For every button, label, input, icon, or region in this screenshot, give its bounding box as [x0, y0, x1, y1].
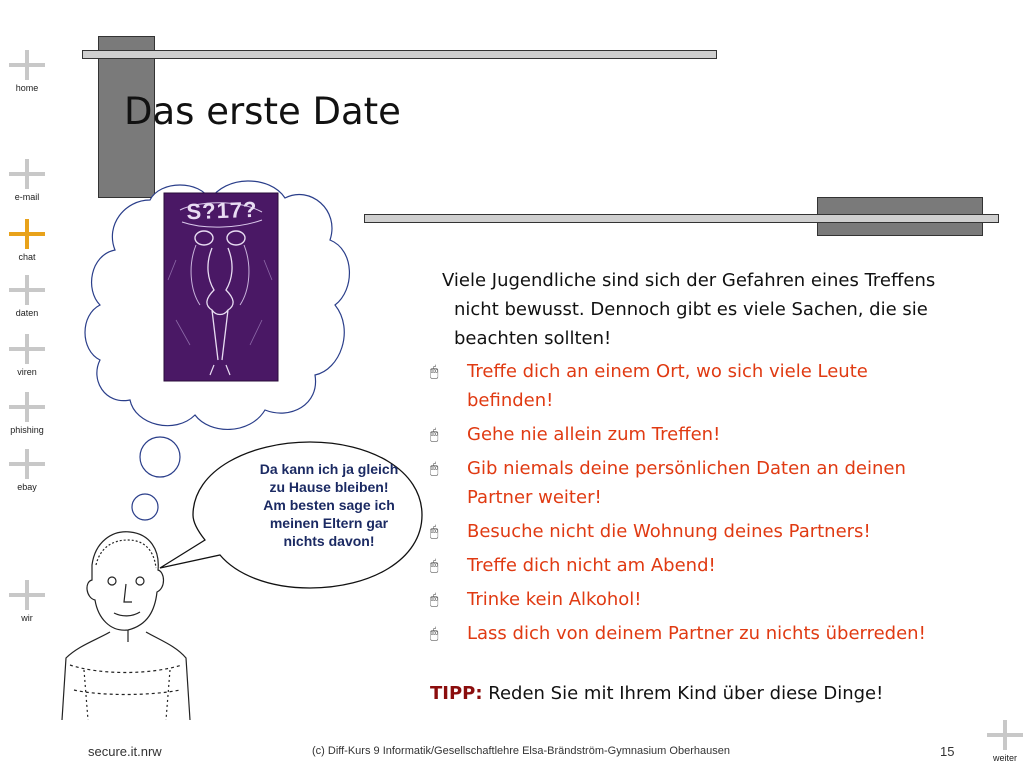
- nav-label: e-mail: [14, 192, 40, 202]
- page-number: 15: [940, 744, 955, 759]
- poster-lettering: S?17?: [186, 196, 258, 225]
- mouse-icon: 🖱: [430, 558, 439, 574]
- speech-line: Da kann ich ja gleich: [259, 461, 399, 477]
- nav-label: daten: [15, 308, 39, 318]
- tips-list: [430, 357, 1005, 648]
- mouse-icon: 🖱: [430, 626, 439, 642]
- top-rule-bar: [82, 50, 717, 59]
- tip-text: Besuche nicht die Wohnung deines Partners!: [467, 521, 871, 542]
- tip-text: Lass dich von deinem Partner zu nichts überreden!: [467, 623, 926, 644]
- next-label: weiter: [992, 753, 1017, 763]
- intro-line: beachten sollten!: [454, 328, 612, 349]
- list-item: [430, 454, 1005, 512]
- mouse-icon: 🖱: [430, 461, 439, 477]
- tip-text: Trinke kein Alkohol!: [467, 589, 642, 610]
- nav-home[interactable]: [0, 50, 54, 93]
- nav-label: ebay: [17, 482, 37, 492]
- intro-line: Viele Jugendliche sind sich der Gefahren eines Treffens: [442, 270, 936, 291]
- nav-label: wir: [21, 613, 33, 623]
- tip-text: Treffe dich nicht am Abend!: [467, 555, 716, 576]
- plus-icon: [987, 720, 1023, 750]
- mouse-icon: 🖱: [430, 364, 439, 380]
- speech-text: [234, 460, 424, 550]
- plus-icon: [9, 50, 45, 80]
- tipp-note: [430, 683, 883, 704]
- list-item: [430, 420, 1005, 449]
- tip-text: Gehe nie allein zum Treffen!: [467, 424, 721, 445]
- intro-paragraph: [442, 266, 1005, 353]
- page-title: Das erste Date: [124, 90, 401, 133]
- thought-illustration: [0, 170, 430, 730]
- list-item: [430, 517, 1005, 546]
- list-item: [430, 619, 1005, 648]
- thought-bubble-smaller: [132, 494, 158, 520]
- speech-line: nichts davon!: [283, 533, 375, 549]
- intro-line: nicht bewusst. Dennoch gibt es viele Sachen, die sie: [454, 299, 928, 320]
- sketched-person: [62, 532, 190, 720]
- footer-credit: (c) Diff-Kurs 9 Informatik/Gesellschaftlehre Elsa-Brändström-Gymnasium Oberhausen: [312, 745, 730, 757]
- tip-text: Treffe dich an einem Ort, wo sich viele Leute: [467, 361, 868, 382]
- nav-label: chat: [18, 252, 36, 262]
- nav-label: viren: [17, 367, 37, 377]
- nav-label: phishing: [10, 425, 44, 435]
- footer-brand: secure.it.nrw: [88, 744, 162, 759]
- speech-line: zu Hause bleiben!: [269, 479, 389, 495]
- tipp-label: TIPP:: [430, 683, 483, 704]
- nav-label: home: [15, 83, 39, 93]
- list-item: [430, 357, 1005, 415]
- tip-text: Gib niemals deine persönlichen Daten an deinen: [467, 458, 906, 479]
- mouse-icon: 🖱: [430, 592, 439, 608]
- list-item: [430, 585, 1005, 614]
- thought-bubble-small: [140, 437, 180, 477]
- middle-rule-bar: [364, 214, 999, 223]
- tip-text-cont: Partner weiter!: [467, 487, 602, 508]
- next-button[interactable]: [978, 720, 1024, 763]
- mouse-icon: 🖱: [430, 427, 439, 443]
- tip-text-cont: befinden!: [467, 390, 554, 411]
- content-area: [430, 266, 1005, 653]
- speech-line: Am besten sage ich: [263, 497, 395, 513]
- mouse-icon: 🖱: [430, 524, 439, 540]
- list-item: [430, 551, 1005, 580]
- speech-line: meinen Eltern gar: [269, 515, 389, 531]
- tipp-text: Reden Sie mit Ihrem Kind über diese Dinge!: [482, 683, 884, 704]
